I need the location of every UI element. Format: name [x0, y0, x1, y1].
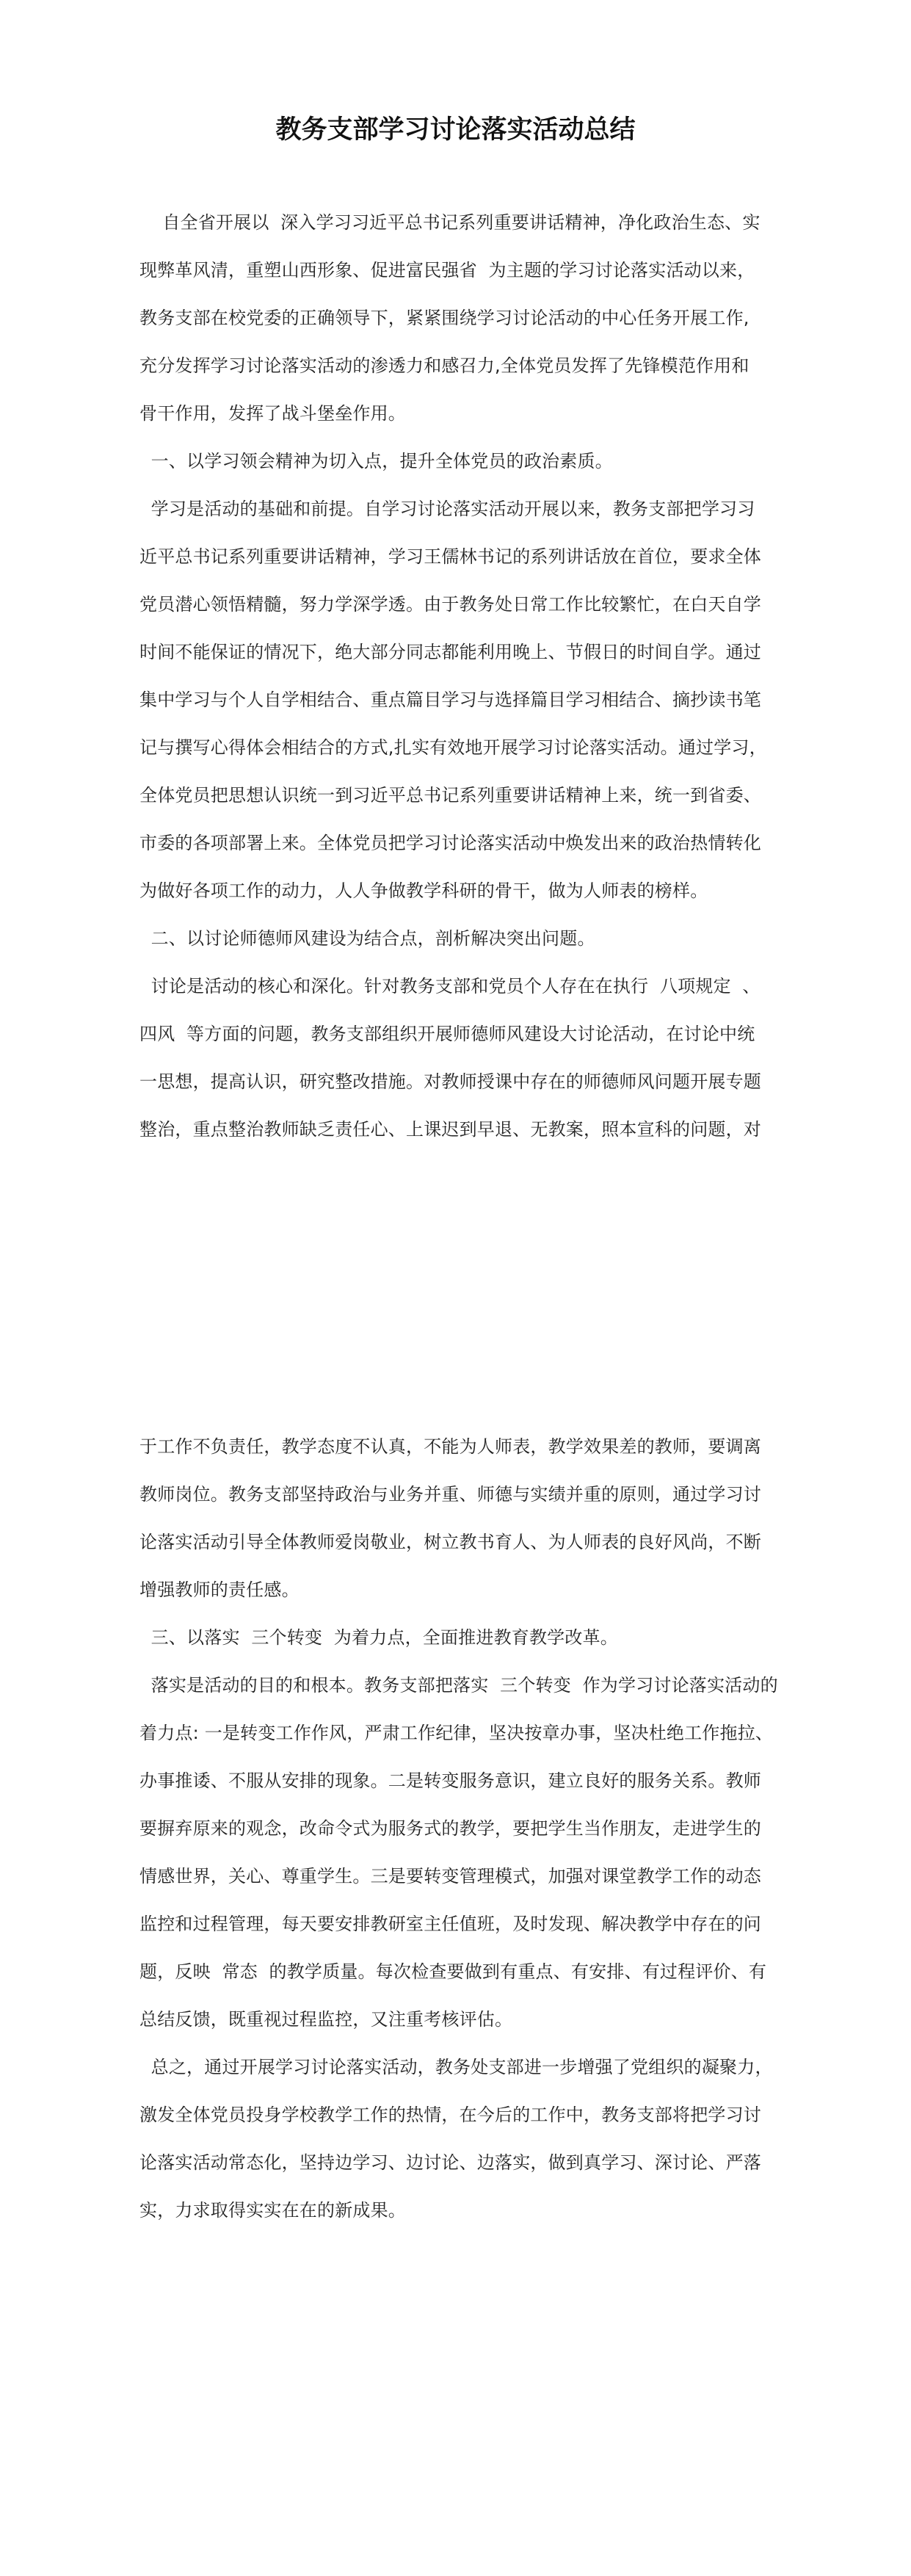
body-text-line: 落实是活动的目的和根本。教务支部把落实 三个转变 作为学习讨论落实活动的: [139, 1675, 778, 1696]
body-text-line: 整治，重点整治教师缺乏责任心、上课迟到早退、无教案，照本宣科的问题，对: [139, 1119, 761, 1140]
body-text-line: 情感世界，关心、尊重学生。三是要转变管理模式，加强对课堂教学工作的动态: [139, 1866, 761, 1886]
body-text-line: 四风 等方面的问题，教务支部组织开展师德师风建设大讨论活动，在讨论中统: [139, 1024, 755, 1044]
body-text-line: 论落实活动常态化，坚持边学习、边讨论、边落实，做到真学习、深讨论、严落: [139, 2152, 761, 2173]
body-text-line: 激发全体党员投身学校教学工作的热情，在今后的工作中，教务支部将把学习讨: [139, 2105, 761, 2125]
body-text-line: 题，反映 常态 的教学质量。每次检查要做到有重点、有安排、有过程评价、有: [139, 1961, 767, 1982]
body-text-line: 近平总书记系列重要讲话精神，学习王儒林书记的系列讲话放在首位，要求全体: [139, 546, 761, 567]
body-text-line: 全体党员把思想认识统一到习近平总书记系列重要讲话精神上来，统一到省委、: [139, 785, 761, 806]
body-text-line: 于工作不负责任，教学态度不认真，不能为人师表，教学效果差的教师，要调离: [139, 1436, 761, 1457]
body-text-line: 教师岗位。教务支部坚持政治与业务并重、师德与实绩并重的原则，通过学习讨: [139, 1484, 761, 1505]
body-text-line: 论落实活动引导全体教师爱岗敬业，树立教书育人、为人师表的良好风尚，不断: [139, 1532, 761, 1552]
body-text-line: 记与撰写心得体会相结合的方式,扎实有效地开展学习讨论落实活动。通过学习，: [139, 737, 767, 758]
body-text-line: 要摒弃原来的观念，改命令式为服务式的教学，要把学生当作朋友，走进学生的: [139, 1818, 761, 1839]
body-text-line: 教务支部在校党委的正确领导下，紧紧围绕学习讨论活动的中心任务开展工作,: [139, 308, 750, 328]
body-text-line: 一、以学习领会精神为切入点，提升全体党员的政治素质。: [139, 451, 613, 471]
body-text-line: 自全省开展以 深入学习习近平总书记系列重要讲话精神，净化政治生态、实: [139, 212, 761, 233]
body-text-line: 为做好各项工作的动力，人人争做教学科研的骨干，做为人师表的榜样。: [139, 880, 708, 901]
body-text-line: 一思想，提高认识，研究整改措施。对教师授课中存在的师德师风问题开展专题: [139, 1071, 761, 1092]
body-text-line: 增强教师的责任感。: [139, 1580, 300, 1600]
body-text-line: 着力点: 一是转变工作作风，严肃工作纪律，坚决按章办事，坚决杜绝工作拖拉、: [139, 1723, 774, 1743]
body-text-line: 集中学习与个人自学相结合、重点篇目学习与选择篇目学习相结合、摘抄读书笔: [139, 690, 761, 710]
body-text-line: 骨干作用，发挥了战斗堡垒作用。: [139, 403, 406, 424]
body-text-line: 学习是活动的基础和前提。自学习讨论落实活动开展以来，教务支部把学习习: [139, 499, 755, 519]
body-text-line: 办事推诿、不服从安排的现象。二是转变服务意识，建立良好的服务关系。教师: [139, 1770, 761, 1791]
body-text-line: 总结反馈，既重视过程监控，又注重考核评估。: [139, 2009, 513, 2030]
body-text-line: 市委的各项部署上来。全体党员把学习讨论落实活动中焕发出来的政治热情转化: [139, 833, 761, 853]
body-text-line: 三、以落实 三个转变 为着力点，全面推进教育教学改革。: [139, 1627, 618, 1648]
body-text-line: 充分发挥学习讨论落实活动的渗透力和感召力,全体党员发挥了先锋模范作用和: [139, 355, 750, 376]
body-text-line: 现弊革风清，重塑山西形象、促进富民强省 为主题的学习讨论落实活动以来，: [139, 260, 755, 281]
body-text-line: 总之，通过开展学习讨论落实活动，教务处支部进一步增强了党组织的凝聚力，: [139, 2057, 773, 2077]
body-text-line: 实，力求取得实实在在的新成果。: [139, 2200, 406, 2221]
body-text-line: 二、以讨论师德师风建设为结合点，剖析解决突出问题。: [139, 928, 595, 949]
body-text-line: 监控和过程管理，每天要安排教研室主任值班，及时发现、解决教学中存在的问: [139, 1914, 761, 1934]
body-text-line: 党员潜心领悟精髓，努力学深学透。由于教务处日常工作比较繁忙，在白天自学: [139, 594, 761, 615]
body-text-line: 讨论是活动的核心和深化。针对教务支部和党员个人存在在执行 八项规定 、: [139, 976, 761, 996]
body-text-line: 时间不能保证的情况下，绝大部分同志都能利用晚上、节假日的时间自学。通过: [139, 642, 761, 662]
document-title: 教务支部学习讨论落实活动总结: [275, 115, 636, 145]
